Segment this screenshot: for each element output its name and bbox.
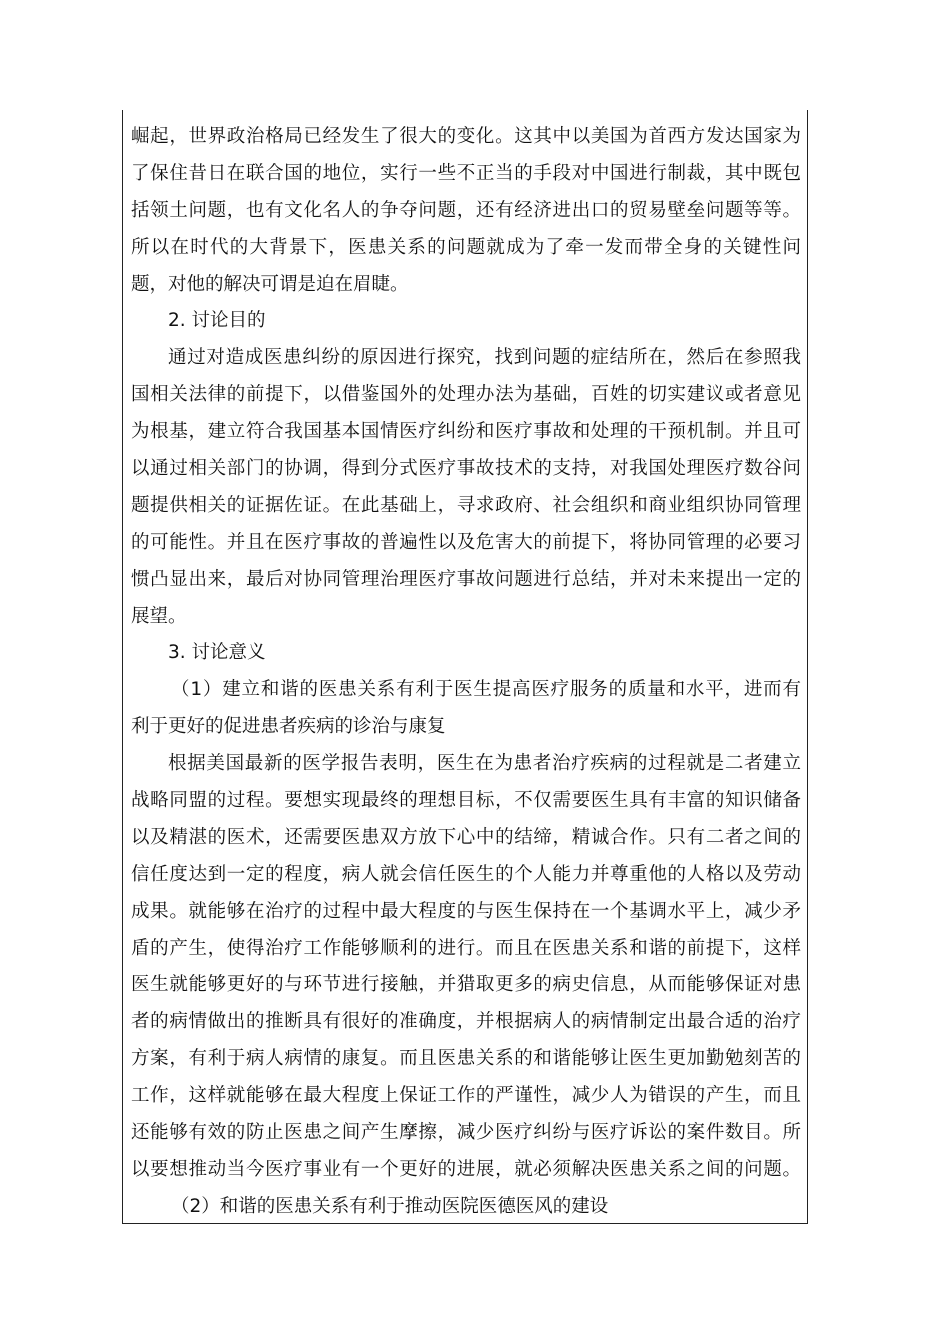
section-heading: 2. 讨论目的	[168, 310, 266, 332]
paragraph-line: 成果。就能够在治疗的过程中最大程度的与医生保持在一个基调水平上，减少矛	[131, 900, 801, 922]
paragraph-line: 通过对造成医患纠纷的原因进行探究，找到问题的症结所在，然后在参照我	[168, 347, 801, 369]
paragraph-line: 还能够有效的防止医患之间产生摩擦，减少医疗纠纷与医疗诉讼的案件数目。所	[131, 1122, 801, 1144]
paragraph-line: 战略同盟的过程。要想实现最终的理想目标，不仅需要医生具有丰富的知识储备	[131, 790, 801, 812]
paragraph-line: 方案，有利于病人病情的康复。而且医患关系的和谐能够让医生更加勤勉刻苦的	[131, 1048, 801, 1070]
paragraph-line: 所以在时代的大背景下，医患关系的问题就成为了牵一发而带全身的关键性问	[131, 236, 801, 258]
paragraph-line: 工作，这样就能够在最大程度上保证工作的严谨性，减少人为错误的产生，而且	[131, 1085, 801, 1107]
document-body	[131, 119, 801, 1226]
paragraph-line: 崛起，世界政治格局已经发生了很大的变化。这其中以美国为首西方发达国家为	[131, 126, 801, 147]
paragraph-line: 信任度达到一定的程度，病人就会信任医生的个人能力并尊重他的人格以及劳动	[131, 863, 801, 885]
paragraph-line: 题，对他的解决可谓是迫在眉睫。	[131, 273, 409, 295]
paragraph-line: 以及精湛的医术，还需要医患双方放下心中的结缔，精诚合作。只有二者之间的	[131, 826, 801, 848]
paragraph-line: 了保住昔日在联合国的地位，实行一些不正当的手段对中国进行制裁，其中既包	[131, 162, 801, 184]
subsection-heading: （1）建立和谐的医患关系有利于医生提高医疗服务的质量和水平，进而有	[171, 679, 801, 701]
section-heading: 3. 讨论意义	[168, 642, 266, 664]
paragraph-line: 以要想推动当今医疗事业有一个更好的进展，就必须解决医患关系之间的问题。	[131, 1158, 801, 1180]
paragraph-line: 医生就能够更好的与环节进行接触，并猎取更多的病史信息，从而能够保证对患	[131, 974, 801, 996]
paragraph-line: 盾的产生，使得治疗工作能够顺利的进行。而且在医患关系和谐的前提下，这样	[131, 937, 801, 959]
paragraph-line: 利于更好的促进患者疾病的诊治与康复	[131, 716, 446, 738]
paragraph-line: 国相关法律的前提下，以借鉴国外的处理办法为基础，百姓的切实建议或者意见	[131, 384, 801, 406]
paragraph-line: 展望。	[131, 605, 187, 627]
paragraph-line: 括领土问题，也有文化名人的争夺问题，还有经济进出口的贸易壁垒问题等等。	[131, 199, 801, 221]
paragraph-line: 的可能性。并且在医疗事故的普遍性以及危害大的前提下，将协同管理的必要习	[131, 531, 801, 553]
paragraph-line: 题提供相关的证据佐证。在此基础上，寻求政府、社会组织和商业组织协同管理	[131, 494, 801, 516]
paragraph-line: 为根基，建立符合我国基本国情医疗纠纷和医疗事故和处理的干预机制。并且可	[131, 421, 801, 443]
paragraph-line: 者的病情做出的推断具有很好的准确度，并根据病人的病情制定出最合适的治疗	[131, 1011, 801, 1033]
paragraph-line: 惯凸显出来，最后对协同管理治理医疗事故问题进行总结，并对未来提出一定的	[131, 568, 801, 590]
paragraph-line: 以通过相关部门的协调，得到分式医疗事故技术的支持，对我国处理医疗数谷问	[131, 458, 801, 480]
subsection-heading: （2）和谐的医患关系有利于推动医院医德医风的建设	[171, 1195, 609, 1217]
paragraph-line: 根据美国最新的医学报告表明，医生在为患者治疗疾病的过程就是二者建立	[168, 753, 801, 775]
